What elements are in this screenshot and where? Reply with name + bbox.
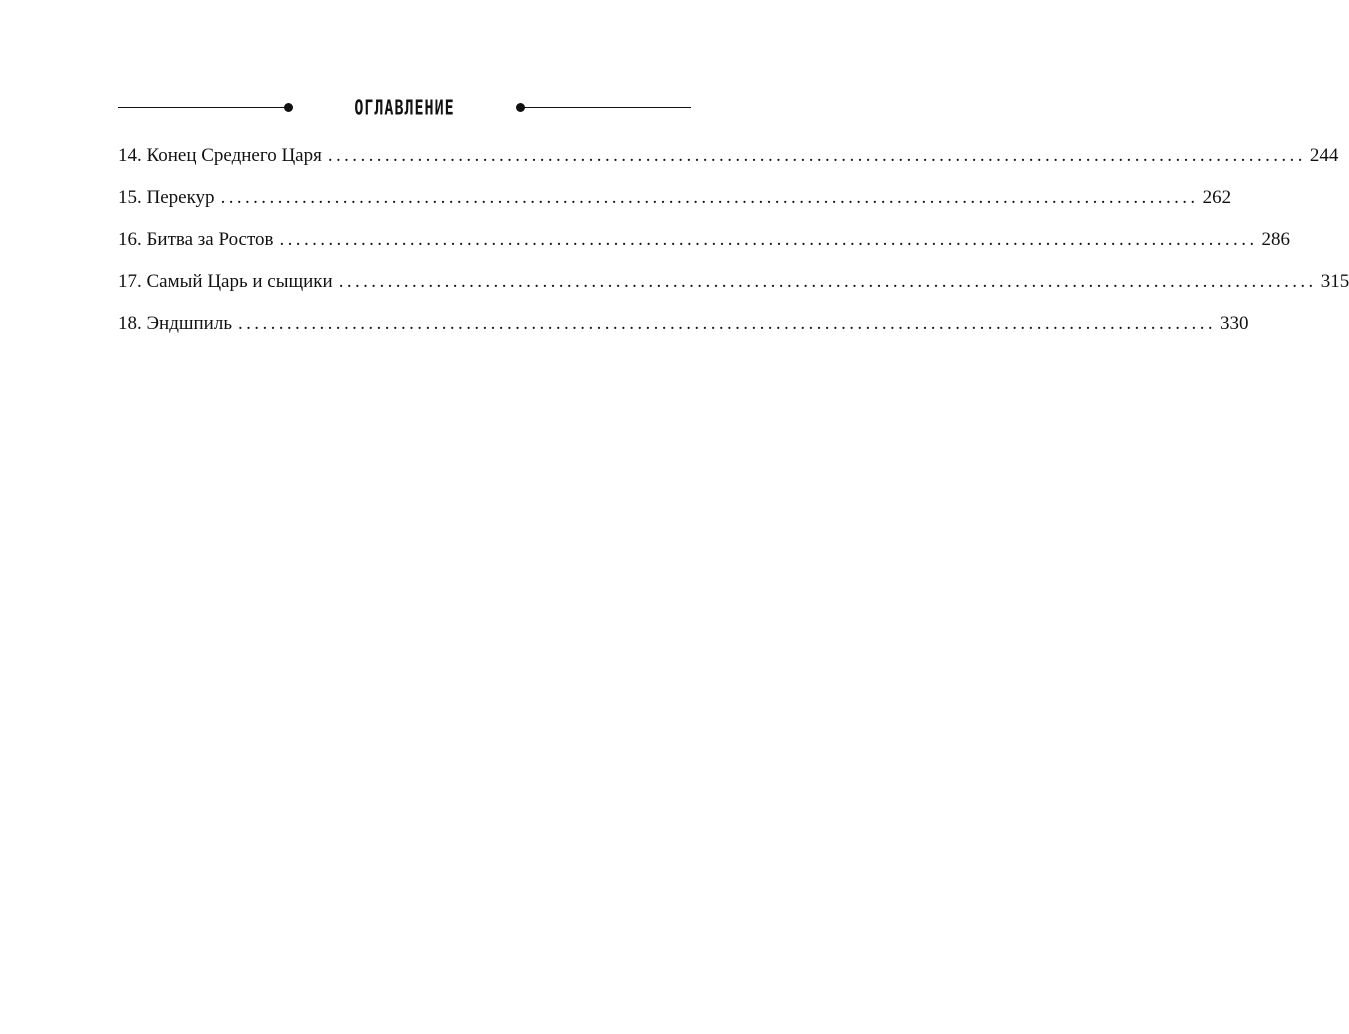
header-rule-right [522,107,691,108]
toc-entry-page: 330 [1220,313,1249,334]
toc-entry-page: 315 [1320,271,1349,292]
toc-header [118,96,691,120]
toc-entry-title: 16. Битва за Ростов [118,229,274,250]
toc-entry-title: 15. Перекур [118,187,215,208]
toc-entry-leader: ........................................................................................................................ [338,271,1317,292]
toc-entry-page: 262 [1202,187,1232,208]
toc-entry[interactable] [118,269,1349,311]
toc-entry-title: 14. Конец Среднего Царя [118,145,322,166]
toc-entry-page: 244 [1309,145,1339,166]
toc-entry[interactable] [118,311,1249,353]
toc-entry[interactable] [118,185,1232,227]
toc-entry-leader: ........................................................................................................................ [238,313,1216,334]
toc-entry-leader: ........................................................................................................................ [220,187,1199,208]
toc-entry[interactable] [118,143,1339,185]
toc-entry-title: 17. Самый Царь и сыщики [118,271,333,292]
page-title: ОГЛАВЛЕНИЕ [354,95,455,120]
toc-entry-leader: ........................................................................................................................ [279,229,1258,250]
table-of-contents [118,143,1349,353]
toc-entry-page: 286 [1261,229,1290,250]
toc-entry-leader: ........................................................................................................................ [327,145,1306,166]
toc-entry[interactable] [118,227,1290,269]
toc-entry-title: 18. Эндшпиль [118,313,232,334]
